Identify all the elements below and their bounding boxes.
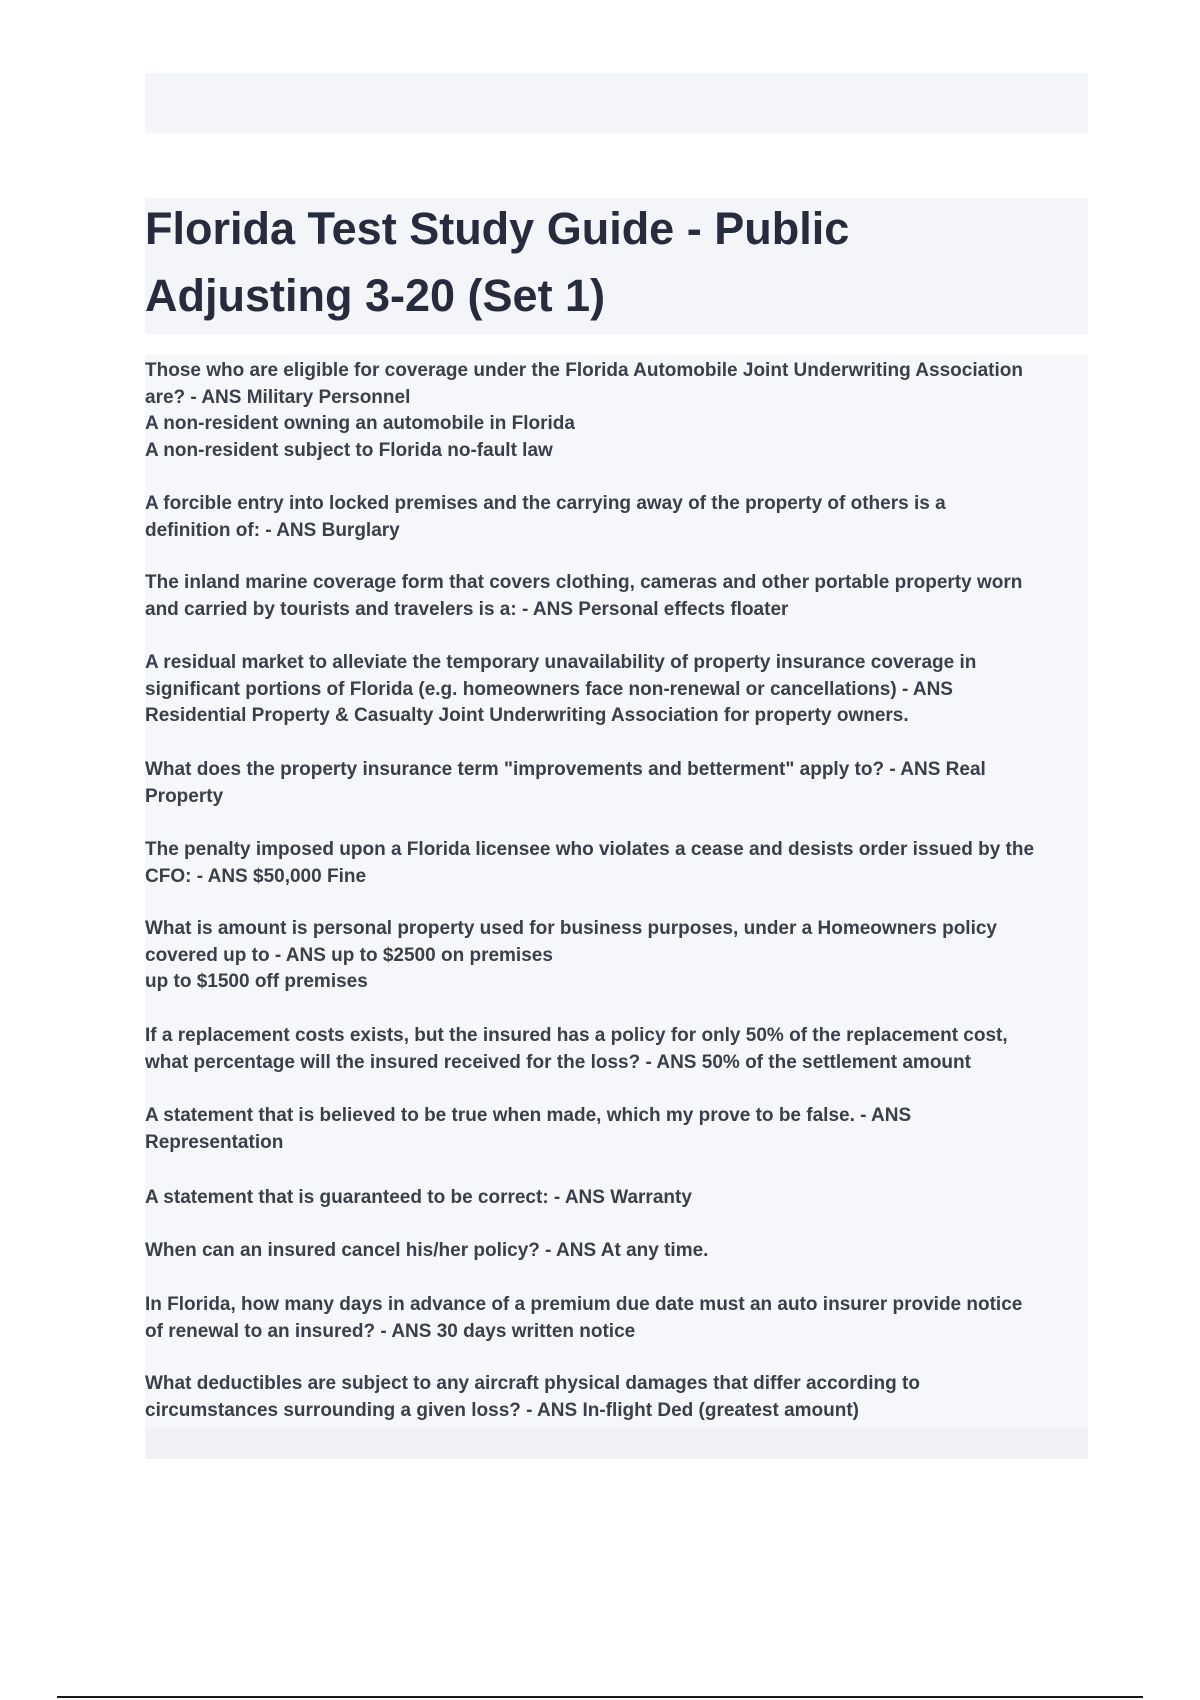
qa-line: What is amount is personal property used for business purposes, under a Homeowners policy bbox=[145, 918, 998, 939]
qa-line: If a replacement costs exists, but the insured has a policy for only 50% of the replacement cost, bbox=[145, 1025, 1008, 1046]
qa-line: In Florida, how many days in advance of a premium due date must an auto insurer provide notice bbox=[145, 1294, 1023, 1315]
qa-line: Representation bbox=[145, 1131, 284, 1153]
qa-item bbox=[145, 757, 1095, 810]
qa-line: A residual market to alleviate the temporary unavailability of property insurance coverage in bbox=[145, 652, 977, 673]
qa-item bbox=[145, 1103, 1095, 1156]
qa-line: covered up to - ANS up to $2500 on premises bbox=[145, 944, 553, 966]
page-title-line-1: Florida Test Study Guide - Public bbox=[145, 203, 850, 254]
qa-line: Property bbox=[145, 785, 224, 807]
qa-line: A non-resident subject to Florida no-fault law bbox=[145, 439, 553, 461]
qa-line: What does the property insurance term "improvements and betterment" apply to? - ANS Real bbox=[145, 759, 986, 780]
qa-item bbox=[145, 1185, 1095, 1212]
qa-line: A statement that is guaranteed to be correct: - ANS Warranty bbox=[145, 1187, 692, 1208]
qa-line: of renewal to an insured? - ANS 30 days written notice bbox=[145, 1320, 636, 1342]
title-block bbox=[145, 198, 1088, 334]
qa-item bbox=[145, 1023, 1095, 1076]
qa-item bbox=[145, 1292, 1095, 1345]
qa-line: A non-resident owning an automobile in Florida bbox=[145, 413, 575, 434]
qa-line: are? - ANS Military Personnel bbox=[145, 386, 411, 408]
qa-line: The inland marine coverage form that covers clothing, cameras and other portable property worn bbox=[145, 572, 1023, 593]
qa-line: Those who are eligible for coverage under the Florida Automobile Joint Underwriting Association bbox=[145, 360, 1023, 381]
qa-line: circumstances surrounding a given loss? - ANS In-flight Ded (greatest amount) bbox=[145, 1399, 860, 1421]
qa-line: A statement that is believed to be true when made, which my prove to be false. - ANS bbox=[145, 1105, 912, 1126]
qa-line: CFO: - ANS $50,000 Fine bbox=[145, 865, 367, 887]
qa-item bbox=[145, 1238, 1095, 1265]
qa-item bbox=[145, 837, 1095, 890]
qa-item bbox=[145, 358, 1095, 464]
qa-line: and carried by tourists and travelers is a: - ANS Personal effects floater bbox=[145, 598, 789, 620]
qa-line: up to $1500 off premises bbox=[145, 971, 368, 992]
qa-line: The penalty imposed upon a Florida licensee who violates a cease and desists order issued by the bbox=[145, 839, 1035, 860]
page-bottom-rule bbox=[57, 1696, 1143, 1698]
qa-line: Residential Property & Casualty Joint Underwriting Association for property owners. bbox=[145, 705, 909, 726]
qa-line: significant portions of Florida (e.g. homeowners face non-renewal or cancellations) - ANS bbox=[145, 678, 953, 700]
content-footer-band bbox=[145, 1428, 1088, 1459]
qa-item bbox=[145, 491, 1095, 544]
page-title-line-2: Adjusting 3-20 (Set 1) bbox=[145, 270, 606, 321]
qa-item bbox=[145, 650, 1095, 730]
header-band bbox=[145, 73, 1088, 133]
qa-line: What deductibles are subject to any aircraft physical damages that differ according to bbox=[145, 1373, 920, 1394]
qa-item bbox=[145, 1371, 1095, 1424]
qa-line: definition of: - ANS Burglary bbox=[145, 519, 400, 541]
qa-line: what percentage will the insured received for the loss? - ANS 50% of the settlement amount bbox=[145, 1051, 971, 1073]
qa-line: A forcible entry into locked premises and the carrying away of the property of others is a bbox=[145, 493, 946, 514]
qa-item bbox=[145, 916, 1095, 996]
qa-line: When can an insured cancel his/her policy? - ANS At any time. bbox=[145, 1240, 709, 1261]
qa-item bbox=[145, 570, 1095, 623]
